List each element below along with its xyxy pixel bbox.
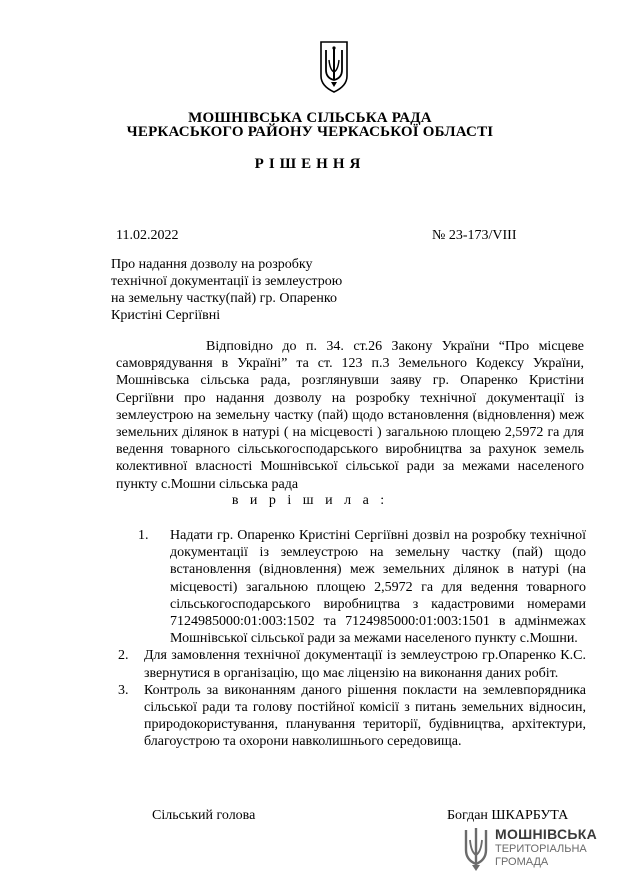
item-text: Для замовлення технічної документації із землеустрою гр.Опаренко К.С. звернутися в організацію, що має ліцензію на виконання даних робіт. xyxy=(144,648,586,681)
item-text: Контроль за виконанням даного рішення покласти на землевпорядника сільської ради та голову постійної комісії з питань земельних відносин, природокористування, планування території, будівництва, архітектури, благоустрою та охорони навколишнього середовища. xyxy=(144,682,586,750)
signatory-name: Богдан ШКАРБУТА xyxy=(447,808,569,823)
decision-item xyxy=(118,647,586,681)
decision-item xyxy=(118,682,586,751)
council-region: ЧЕРКАСЬКОГО РАЙОНУ ЧЕРКАСЬКОЇ ОБЛАСТІ xyxy=(126,124,494,140)
signatory-position: Сільський голова xyxy=(152,808,256,823)
item-number: 1. xyxy=(138,528,149,543)
coat-of-arms-icon xyxy=(318,40,350,94)
logo-subtitle: ТЕРИТОРІАЛЬНА xyxy=(495,843,587,855)
preamble-text: Відповідно до п. 34. ст.26 Закону України “Про місцеве самоврядування в Україні” та ст. 123 п.3 Земельного Кодексу України, Мошнівська сільська рада, розглянувши заяву гр. Опаренко Кристіни Сергіївни про надання дозволу на розробку технічної документації із землеустрою на земельну частку (пай) щодо встановлення (відновлення) меж земельних ділянок в натурі ( на місцевості ) загальною площею 2,5972 га для ведення товарного сільськогосподарського виробництва за рахунок земель колективної власності Мошнівської сільської ради за межами населеного пункту с.Мошни сільська рада xyxy=(116,339,584,492)
item-text: Надати гр. Опаренко Кристіні Сергіївні дозвіл на розробку технічної документації із землеустрою на земельну частку (пай) щодо встановлення (відновлення) меж земельних ділянок в натурі (на місцевості) загальною площею 2,5972 га для ведення товарного сільськогосподарського виробництва з кадастровими номерами 7124985000:01:003:1502 та 7124985000:01:003:1501 в адмінмежах Мошнівської сільської ради за межами населеного пункту с.Мошни. xyxy=(170,528,586,647)
decision-item xyxy=(118,527,586,647)
preamble xyxy=(116,338,584,493)
council-name: МОШНІВСЬКА СІЛЬСЬКА РАДА xyxy=(188,110,432,126)
logo-subtitle: ГРОМАДА xyxy=(495,856,549,868)
decision-items xyxy=(118,527,586,751)
decision-number: № 23-173/VIII xyxy=(432,228,517,243)
subject-line: технічної документації із землеустрою xyxy=(111,274,343,289)
item-number: 2. xyxy=(118,648,129,664)
decision-subject xyxy=(111,256,411,324)
trident-logo-icon xyxy=(460,824,492,872)
logo-title: МОШНІВСЬКА xyxy=(495,826,598,842)
resolved-label: в и р і ш и л а : xyxy=(231,493,389,508)
item-number: 3. xyxy=(118,682,129,698)
subject-line: Про надання дозволу на розробку xyxy=(111,257,313,272)
decision-date: 11.02.2022 xyxy=(116,228,179,243)
document-type-title: РІШЕННЯ xyxy=(254,156,366,172)
subject-line: Кристіні Сергіївні xyxy=(111,308,221,323)
subject-line: на земельну частку(пай) гр. Опаренко xyxy=(111,291,337,306)
